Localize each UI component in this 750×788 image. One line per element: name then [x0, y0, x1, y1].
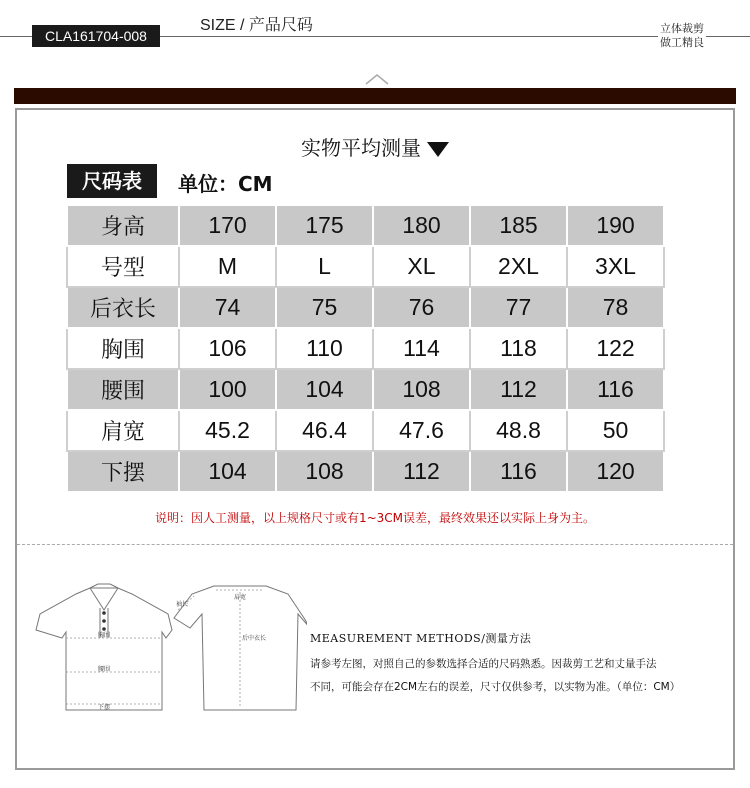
- table-cell: 118: [470, 328, 567, 369]
- row-label: 胸围: [67, 328, 179, 369]
- table-cell: 76: [373, 287, 470, 328]
- table-cell: 116: [567, 369, 664, 410]
- table-row: [67, 205, 664, 246]
- slogan: [658, 22, 706, 50]
- diagram-label-waist: 腰围: [98, 666, 111, 673]
- table-row: [67, 328, 664, 369]
- slogan-line-2: 做工精良: [660, 36, 704, 49]
- diagram-label-chest: 胸围: [98, 632, 111, 639]
- table-row: [67, 287, 664, 328]
- table-cell: XL: [373, 246, 470, 287]
- table-cell: 122: [567, 328, 664, 369]
- table-row: [67, 246, 664, 287]
- row-label: 腰围: [67, 369, 179, 410]
- product-code-tag: CLA161704-008: [32, 25, 160, 47]
- row-label: 后衣长: [67, 287, 179, 328]
- table-row: [67, 451, 664, 492]
- table-cell: 116: [470, 451, 567, 492]
- diagram-label-back-length: 后中衣长: [242, 635, 267, 642]
- diagram-label-hem: 下摆: [98, 704, 111, 711]
- diagram-label-shoulder: 肩宽: [234, 594, 247, 601]
- table-cell: 108: [373, 369, 470, 410]
- table-cell: 46.4: [276, 410, 373, 451]
- section-divider: [17, 544, 733, 545]
- table-cell: 170: [179, 205, 276, 246]
- table-cell: 50: [567, 410, 664, 451]
- table-cell: 106: [179, 328, 276, 369]
- section-bar: [14, 88, 736, 104]
- table-cell: 75: [276, 287, 373, 328]
- size-title: SIZE / 产品尺码: [200, 17, 313, 34]
- triangle-down-icon: [427, 142, 449, 157]
- table-cell: 190: [567, 205, 664, 246]
- table-cell: 74: [179, 287, 276, 328]
- measurement-note: 说明：因人工测量，以上规格尺寸或有1~3CM误差，最终效果还以实际上身为主。: [154, 511, 596, 525]
- table-cell: 48.8: [470, 410, 567, 451]
- table-cell: 3XL: [567, 246, 664, 287]
- table-row: [67, 410, 664, 451]
- table-cell: 104: [179, 451, 276, 492]
- size-table: [66, 204, 665, 493]
- row-label: 下摆: [67, 451, 179, 492]
- table-cell: 180: [373, 205, 470, 246]
- table-cell: M: [179, 246, 276, 287]
- table-cell: 112: [373, 451, 470, 492]
- table-cell: 78: [567, 287, 664, 328]
- size-chart-tag: 尺码表: [67, 164, 157, 198]
- table-cell: 108: [276, 451, 373, 492]
- table-cell: 2XL: [470, 246, 567, 287]
- unit-label: 单位：CM: [178, 172, 273, 196]
- measurement-text-line-1: 请参考左图，对照自己的参数选择合适的尺码熟悉。因裁剪工艺和丈量手法: [310, 658, 657, 670]
- table-cell: 120: [567, 451, 664, 492]
- diagram-label-sleeve: 袖长: [176, 601, 189, 608]
- chevron-up-icon: [364, 72, 390, 86]
- row-label: 肩宽: [67, 410, 179, 451]
- average-measure-title: [0, 132, 750, 161]
- table-cell: 47.6: [373, 410, 470, 451]
- table-cell: 112: [470, 369, 567, 410]
- table-cell: 185: [470, 205, 567, 246]
- measurement-title: MEASUREMENT METHODS/测量方法: [310, 632, 532, 645]
- shirt-diagram: [32, 580, 307, 720]
- table-cell: 175: [276, 205, 373, 246]
- average-measure-text: 实物平均测量: [301, 136, 421, 160]
- row-label: 身高: [67, 205, 179, 246]
- table-cell: 100: [179, 369, 276, 410]
- row-label: 号型: [67, 246, 179, 287]
- table-cell: 110: [276, 328, 373, 369]
- table-row: [67, 369, 664, 410]
- measurement-text-line-2: 不同，可能会存在2CM左右的误差，尺寸仅供参考，以实物为准。（单位：CM）: [310, 681, 681, 693]
- table-cell: 77: [470, 287, 567, 328]
- slogan-line-1: 立体裁剪: [660, 22, 704, 35]
- table-cell: 104: [276, 369, 373, 410]
- table-cell: L: [276, 246, 373, 287]
- table-cell: 45.2: [179, 410, 276, 451]
- table-cell: 114: [373, 328, 470, 369]
